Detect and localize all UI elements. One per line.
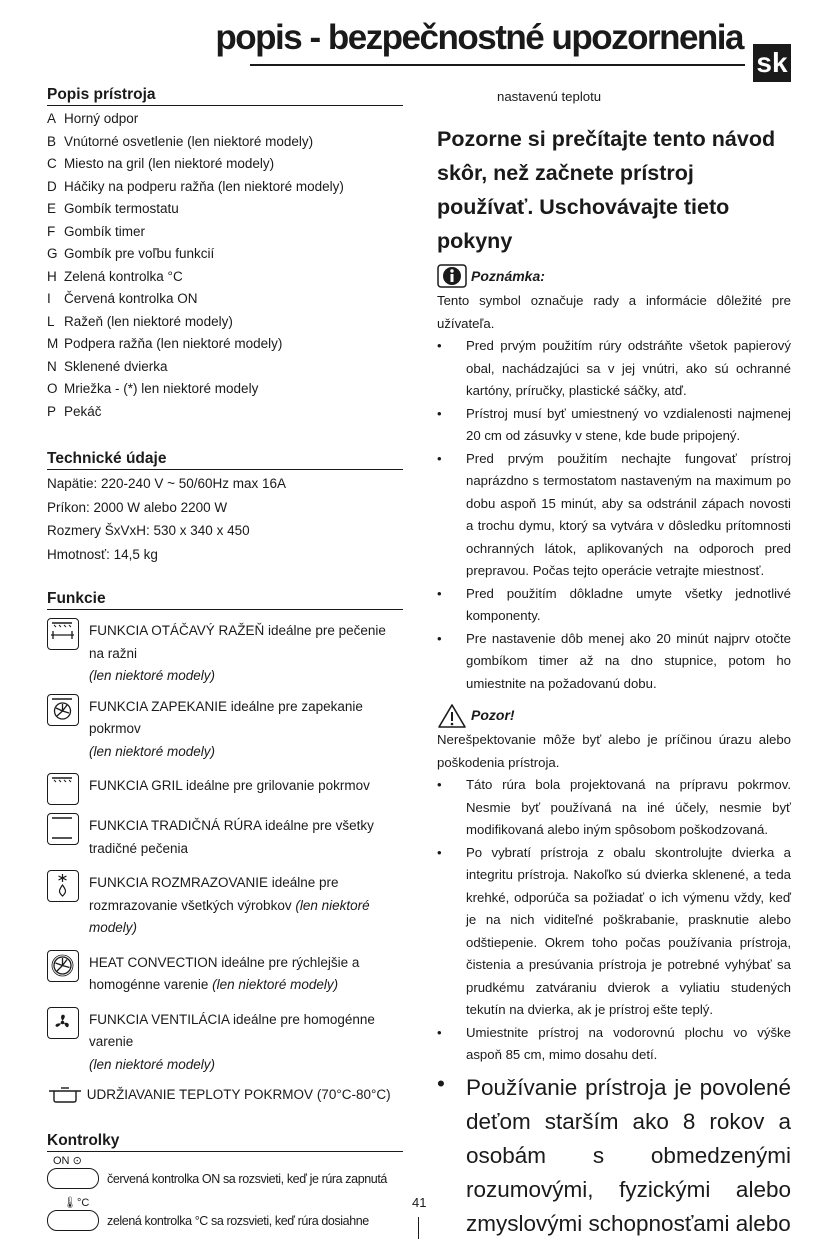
function-text: FUNKCIA ROZMRAZOVANIE ideálne pre rozmrazovanie všetkých výrobkov: [89, 875, 339, 913]
function-note: (len niektoré modely): [89, 897, 370, 935]
heat-convection-icon: [47, 950, 79, 982]
function-keep-warm: [47, 1084, 403, 1106]
page-title: popis - bezpečnostné upozornenia: [215, 18, 743, 57]
on-label-text: ON: [53, 1155, 70, 1167]
device-section-title: Popis prístroja: [47, 86, 403, 106]
function-text: FUNKCIA VENTILÁCIA ideálne pre homogénne varenie: [89, 1011, 375, 1049]
item-key: M: [47, 336, 59, 351]
tech-section-title: Technické údaje: [47, 450, 403, 470]
function-fan-grill: [47, 696, 403, 764]
warning-triangle-icon: [437, 703, 467, 729]
list-item: [47, 356, 403, 379]
list-item: [47, 153, 403, 176]
function-grill: [47, 775, 403, 811]
item-key: O: [47, 381, 58, 396]
red-lamp-indicator: [47, 1168, 99, 1189]
item-label: Mriežka - (*) len niektoré modely: [64, 381, 259, 396]
danger-label: Pozor!: [471, 707, 515, 723]
item-key: D: [47, 178, 57, 194]
item-label: Podpera ražňa (len niektoré modely): [64, 336, 283, 351]
list-item: [47, 198, 403, 221]
item-key: F: [47, 223, 56, 239]
list-item: [47, 401, 403, 424]
item-label: Zelená kontrolka °C: [64, 268, 183, 284]
function-note: (len niektoré modely): [212, 977, 339, 992]
spec-voltage: Napätie: 220-240 V ~ 50/60Hz max 16A: [47, 476, 287, 491]
spec-weight: Hmotnosť: 14,5 kg: [47, 546, 158, 562]
item-label: Červená kontrolka ON: [64, 291, 198, 306]
power-clock-icon: ⊙: [72, 1155, 82, 1167]
lamp-temp-row: [47, 1210, 403, 1232]
note-label: Poznámka:: [471, 268, 545, 284]
on-lamp-label: [53, 1154, 403, 1168]
note-bullet-list: [437, 335, 791, 695]
list-item: • Pred prvým použitím rúry odstráňte všetok papierový obal, nachádzajúci sa v jej vnútri, ako sú ochranné kartóny, príručky, plastické sáčky, atď.: [437, 335, 791, 403]
note-heading: [437, 262, 791, 290]
left-column: [47, 86, 403, 1238]
conventional-icon: [47, 813, 79, 845]
functions-section-title: Funkcie: [47, 590, 403, 610]
list-item: • Pre nastavenie dôb menej ako 20 minút najprv otočte gombíkom timer až na dno stupnice, potom ho umiestnite na požadovanú dobu.: [437, 628, 791, 696]
right-column: [437, 86, 791, 1241]
item-label: Gombík timer: [64, 223, 146, 239]
page-number: 41: [412, 1195, 427, 1210]
pot-icon: [47, 1087, 83, 1103]
continuation-text: nastavenú teplotu: [497, 89, 602, 104]
item-key: H: [47, 268, 57, 284]
item-label: Ražeň (len niektoré modely): [64, 313, 233, 329]
danger-text: Nerešpektovanie môže byť alebo je príčinou úrazu alebo poškodenia prístroja.: [437, 732, 791, 770]
list-item: • Pred prvým použitím nechajte fungovať prístroj naprázdno s termostatom nastaveným na maximum po dobu aspoň 15 minút, aby sa odstránil zápach novosti a trochu dymu, ktorý sa vytvára v dôsledku prítomnosti ochranných látok, aplikovaných na odporoch pred prepravou. Počas tejto operácie vetrajte miestnosť.: [437, 448, 791, 583]
danger-heading: [437, 701, 791, 729]
item-key: P: [47, 403, 57, 419]
spec-power: Príkon: 2000 W alebo 2200 W: [47, 499, 228, 515]
item-label: Horný odpor: [64, 111, 139, 126]
item-key: A: [47, 111, 57, 126]
list-item: [47, 131, 403, 154]
grill-icon: [47, 773, 79, 805]
function-fan: [47, 1009, 403, 1077]
item-label: Miesto na gril (len niektoré modely): [64, 156, 275, 171]
list-item: • Pred použitím dôkladne umyte všetky jednotlivé komponenty.: [437, 583, 791, 628]
function-note: (len niektoré modely): [89, 668, 216, 683]
thermometer-icon: 🌡︎: [63, 1197, 77, 1209]
item-label: Gombík termostatu: [64, 201, 179, 216]
temp-label-text: °C: [76, 1197, 90, 1209]
temp-lamp-label: [63, 1196, 403, 1210]
list-item: [47, 108, 403, 131]
device-parts-list: [47, 108, 403, 423]
function-text: FUNKCIA GRIL ideálne pre grilovanie pokrmov: [89, 778, 370, 793]
item-label: Pekáč: [64, 403, 102, 419]
function-heat-convection: [47, 952, 403, 997]
info-icon: [437, 264, 467, 288]
list-item: • Táto rúra bola projektovaná na prípravu pokrmov. Nesmie byť používaná na iné účely, nesmie byť modifikovaná alebo iným spôsobom poškodzovaná.: [437, 774, 791, 842]
function-note: (len niektoré modely): [89, 743, 216, 759]
item-key: C: [47, 156, 57, 171]
list-item: • Umiestnite prístroj na vodorovnú plochu vo výške aspoň 85 cm, mimo dosahu detí.: [437, 1022, 791, 1067]
item-key: I: [47, 291, 51, 306]
fan-icon: [47, 1007, 79, 1039]
list-item: [47, 243, 403, 266]
list-item: [47, 333, 403, 356]
item-label: Sklenené dvierka: [64, 358, 168, 374]
function-text: FUNKCIA ZAPEKANIE ideálne pre zapekanie pokrmov: [89, 698, 363, 736]
page-number-rule: [418, 1217, 419, 1239]
lamps-section-title: Kontrolky: [47, 1132, 403, 1152]
lamp-text: zelená kontrolka °C sa rozsvieti, keď rúra dosiahne: [107, 1214, 369, 1228]
function-text: FUNKCIA OTÁČAVÝ RAŽEŇ ideálne pre pečenie na ražni: [89, 623, 386, 661]
function-text: FUNKCIA TRADIČNÁ RÚRA ideálne pre všetky tradičné pečenia: [89, 818, 374, 856]
list-item: [47, 221, 403, 244]
item-label: Gombík pre voľbu funkcií: [64, 246, 215, 261]
item-label: Háčiky na podperu ražňa (len niektoré modely): [64, 178, 344, 194]
lamp-on-row: [47, 1168, 403, 1190]
function-conventional: [47, 815, 403, 860]
list-item: [47, 311, 403, 334]
list-item: • Po vybratí prístroja z obalu skontrolujte dvierka a integritu prístroja. Nakoľko sú dvierka sklenené, a teda krehké, odporúča sa požiadať o ich výmenu vždy, keď je na nich viditeľné poškrabanie, prasknutie alebo odštiepenie. Okrem toho počas používania prístroja, čistenia a presúvania prístroja je potrebné vyhýbať sa prudkému zatváraniu dvierok a vyliatiu studených tekutín na dvierka, ak je prístroj ešte teplý.: [437, 842, 791, 1022]
fan-grill-icon: [47, 694, 79, 726]
warning-title: Pozorne si prečítajte tento návod skôr, než začnete prístroj používať. Uschovávajte tieto pokyny: [437, 127, 776, 253]
function-defrost: [47, 872, 403, 940]
green-lamp-indicator: [47, 1210, 99, 1231]
defrost-icon: [47, 870, 79, 902]
function-text: HEAT CONVECTION ideálne pre rýchlejšie a homogénne varenie: [89, 954, 360, 992]
item-key: E: [47, 201, 57, 216]
item-label: Vnútorné osvetlenie (len niektoré modely): [64, 133, 314, 149]
spec-dimensions: Rozmery ŠxVxH: 530 x 340 x 450: [47, 523, 250, 538]
item-key: B: [47, 133, 57, 149]
list-item: • Používanie prístroja je povolené deťom starším ako 8 rokov a osobám s obmedzenými rozumovými, fyzickými alebo zmyslovými schopnosťami alebo: [437, 1067, 791, 1241]
list-item: [47, 288, 403, 311]
rotisserie-icon: [47, 618, 79, 650]
lamp-text: červená kontrolka ON sa rozsvieti, keď je rúra zapnutá: [107, 1172, 387, 1186]
item-key: L: [47, 313, 55, 329]
list-item: [47, 176, 403, 199]
item-key: N: [47, 358, 57, 374]
title-underline: [250, 64, 745, 66]
item-key: G: [47, 246, 58, 261]
language-badge: sk: [753, 44, 791, 82]
list-item: • Prístroj musí byť umiestnený vo vzdialenosti najmenej 20 cm od zásuvky v stene, kde bude pripojený.: [437, 403, 791, 448]
danger-bullet-list: [437, 774, 791, 1241]
note-text: Tento symbol označuje rady a informácie dôležité pre užívateľa.: [437, 293, 791, 331]
list-item: [47, 266, 403, 289]
function-rotisserie: [47, 620, 403, 688]
function-note: (len niektoré modely): [89, 1056, 216, 1072]
keep-warm-text: UDRŽIAVANIE TEPLOTY POKRMOV (70°C-80°C): [86, 1087, 391, 1102]
list-item: [47, 378, 403, 401]
